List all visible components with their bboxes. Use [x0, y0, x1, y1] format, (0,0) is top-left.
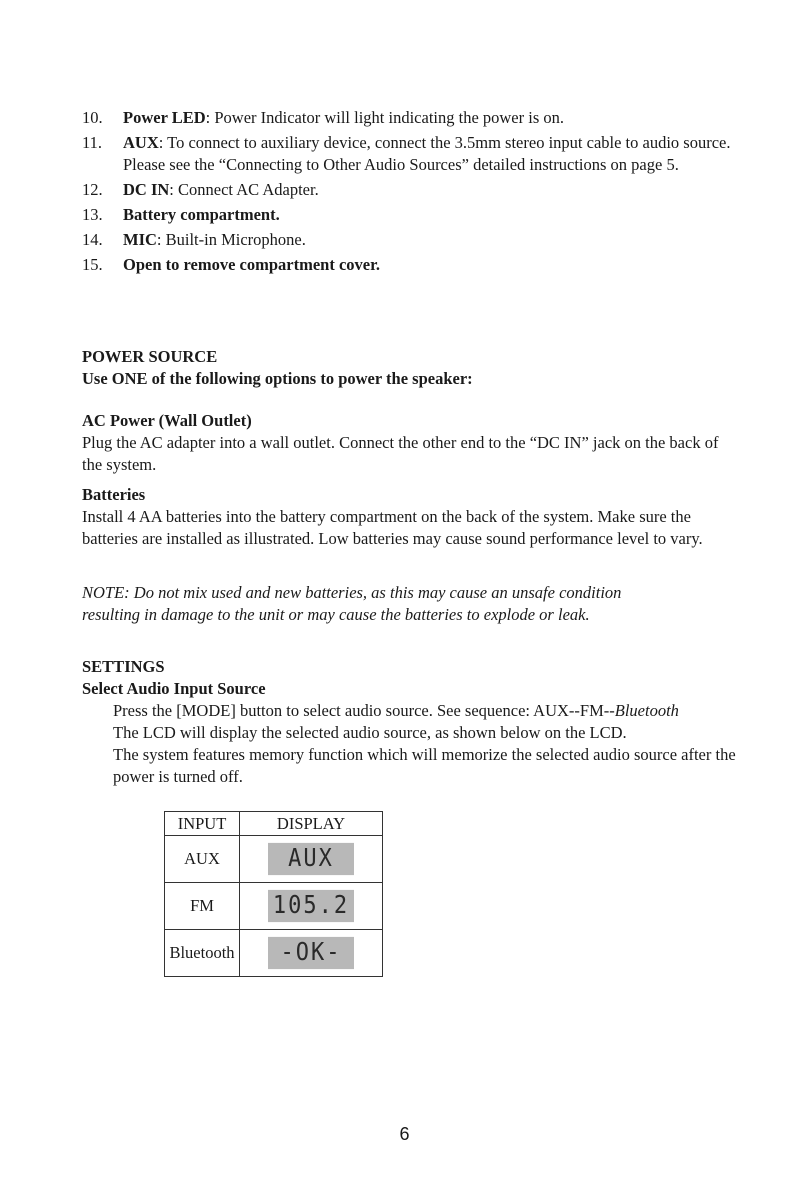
item-label: MIC	[123, 230, 157, 249]
batteries-title: Batteries	[82, 485, 146, 504]
input-cell: FM	[165, 883, 240, 930]
list-item: 14. MIC: Built-in Microphone.	[82, 230, 306, 249]
settings-section	[82, 656, 742, 700]
input-cell: AUX	[165, 836, 240, 883]
list-item: 12. DC IN: Connect AC Adapter.	[82, 180, 319, 199]
lcd-display: 105.2	[268, 890, 354, 922]
lcd-display: -OK-	[268, 937, 354, 969]
input-cell: Bluetooth	[165, 930, 240, 977]
settings-line: The LCD will display the selected audio source, as shown below on the LCD.	[113, 723, 627, 742]
batteries-text: Install 4 AA batteries into the battery compartment on the back of the system. Make sure the batteries are installed as illustrated. Low batteries may cause sound performance level to vary.	[82, 507, 703, 548]
ac-power-block	[82, 410, 742, 476]
item-text: : To connect to auxiliary device, connect the 3.5mm stereo input cable to audio source. Please see the “Connecting to Other Audio Sources” detailed instructions on page 5.	[123, 133, 731, 174]
item-text: : Built-in Microphone.	[156, 230, 306, 249]
section-heading: POWER SOURCE	[82, 347, 218, 366]
input-display-table	[164, 811, 383, 977]
table-header-input: INPUT	[165, 812, 240, 836]
list-item: 15. Open to remove compartment cover.	[82, 255, 381, 274]
list-item: 10. Power LED: Power Indicator will light indicating the power is on.	[82, 108, 565, 127]
page-number: 6	[399, 1124, 410, 1144]
table-header-display: DISPLAY	[240, 812, 383, 836]
settings-text	[113, 700, 753, 788]
lcd-display: AUX	[268, 843, 354, 875]
component-list	[82, 107, 742, 279]
section-heading: SETTINGS	[82, 657, 165, 676]
section-subheading: Use ONE of the following options to power the speaker:	[82, 369, 473, 388]
item-label: AUX	[123, 133, 159, 152]
list-item: 13. Battery compartment.	[82, 205, 280, 224]
item-label: Open to remove compartment cover.	[123, 255, 381, 274]
table-row	[165, 836, 383, 883]
item-label: DC IN	[123, 180, 170, 199]
batteries-block	[82, 484, 742, 550]
list-item: 11. AUX: To connect to auxiliary device, connect the 3.5mm stereo input cable to audio source. Please see the “Connecting to Other Audio Sources” detailed instructions on page 5.	[82, 133, 731, 174]
display-cell	[240, 836, 383, 883]
section-subheading: Select Audio Input Source	[82, 679, 266, 698]
display-cell	[240, 930, 383, 977]
item-label: Power LED	[123, 108, 206, 127]
item-text: : Connect AC Adapter.	[169, 180, 319, 199]
ac-power-title: AC Power (Wall Outlet)	[82, 411, 252, 430]
power-source-section	[82, 346, 742, 390]
display-cell	[240, 883, 383, 930]
item-text: : Power Indicator will light indicating the power is on.	[205, 108, 565, 127]
note-block	[82, 582, 682, 626]
table-row	[165, 883, 383, 930]
settings-line: Press the [MODE] button to select audio source. See sequence: AUX--FM--Bluetooth	[113, 701, 679, 720]
note-text: NOTE: Do not mix used and new batteries, as this may cause an unsafe condition resulting in damage to the unit or may cause the batteries to explode or leak.	[82, 583, 622, 624]
settings-line: The system features memory function which will memorize the selected audio source after the power is turned off.	[113, 745, 736, 786]
ac-power-text: Plug the AC adapter into a wall outlet. Connect the other end to the “DC IN” jack on the back of the system.	[82, 433, 719, 474]
table-row	[165, 930, 383, 977]
item-label: Battery compartment.	[123, 205, 280, 224]
